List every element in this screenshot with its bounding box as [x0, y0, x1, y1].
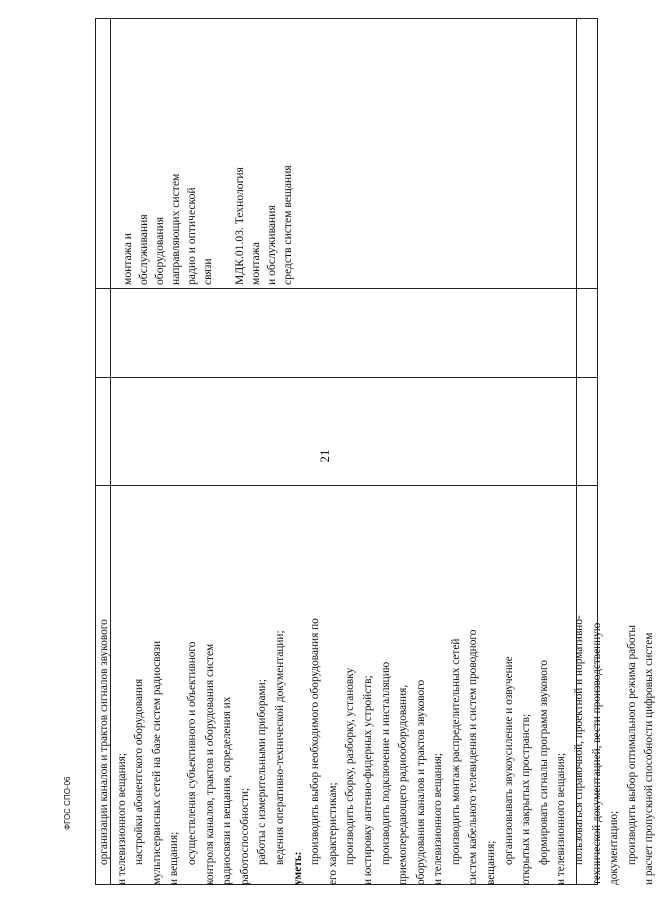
footer-code: ФГОС СПО-06: [63, 776, 72, 830]
text-line: и телевизионного вещания;: [115, 753, 128, 885]
text-line: обслуживания: [137, 214, 150, 285]
text-line: оборудования: [153, 216, 166, 285]
text-line: производить выбор оптимального режима работы: [625, 625, 638, 865]
text-line: монтажа: [249, 242, 262, 285]
spacer: [216, 85, 232, 285]
text-line: производить подключение и инсталляцию: [379, 661, 392, 865]
text-line: и телевизионного вещания;: [432, 753, 445, 885]
text-line: организации каналов и трактов сигналов звукового: [98, 619, 110, 865]
text-line: пользоваться справочной, проектной и нормативно-: [573, 615, 586, 865]
text-line: и телевизионного вещания;: [555, 753, 568, 885]
page-number: 21: [317, 449, 332, 463]
text-line: ведения оперативно-технической документации;: [273, 630, 286, 865]
table-column-divider: [95, 288, 598, 289]
mdk-title: МДК.01.03. Технология: [233, 167, 246, 285]
section-heading-umet: уметь:: [291, 851, 304, 885]
text-line: производить сборку, разборку, установку: [344, 667, 357, 865]
text-line: технической документацией, вести производственную: [590, 622, 603, 885]
text-line: настройки абонентского оборудования: [133, 678, 146, 865]
text-line: и расчет пропускной способности цифровых систем: [643, 632, 656, 885]
text-line: контроля каналов, трактов и оборудования систем: [203, 643, 216, 885]
text-line: работы с измерительными приборами;: [256, 679, 269, 865]
text-line: монтажа и: [121, 233, 134, 285]
text-line: направляющих систем: [169, 173, 182, 285]
text-line: связи: [201, 258, 214, 285]
text-line: его характеристикам;: [326, 782, 339, 885]
text-line: документацию;: [608, 810, 621, 885]
text-line: радиосвязи и вещания, определения их: [221, 696, 234, 885]
text-line: приемопередающего радиооборудования,: [397, 684, 410, 885]
text-line: и обслуживания: [265, 205, 278, 285]
text-line: осуществления субъективного и объективного: [185, 641, 198, 865]
table-column-divider: [95, 377, 598, 378]
text-line: мультисервисных сетей на базе систем радиосвязи: [150, 640, 163, 885]
text-line: систем кабельного телевидения и систем проводного: [467, 629, 480, 885]
mdk-cell: [120, 85, 294, 285]
text-line: оборудования каналов и трактов звукового: [414, 679, 427, 885]
text-line: вещания;: [485, 840, 498, 885]
text-line: производить монтаж распределительных сетей: [449, 638, 462, 865]
text-line: организовывать звукоусиление и озвучение: [502, 656, 515, 865]
text-line: средств систем вещания: [281, 165, 294, 285]
text-line: работоспособности;: [238, 787, 251, 885]
text-line: открытых и закрытых пространств;: [520, 713, 533, 885]
text-line: и юстировку антенно-фидерных устройств;: [361, 675, 374, 885]
table-border-top: [95, 18, 598, 19]
skills-cell: [96, 513, 656, 885]
text-line: и вещания;: [168, 831, 181, 885]
text-line: формировать сигналы программ звукового: [537, 660, 550, 865]
text-line: производить выбор необходимого оборудования по: [309, 618, 322, 865]
table-column-divider: [95, 485, 598, 486]
text-line: радио и оптической: [185, 187, 198, 285]
